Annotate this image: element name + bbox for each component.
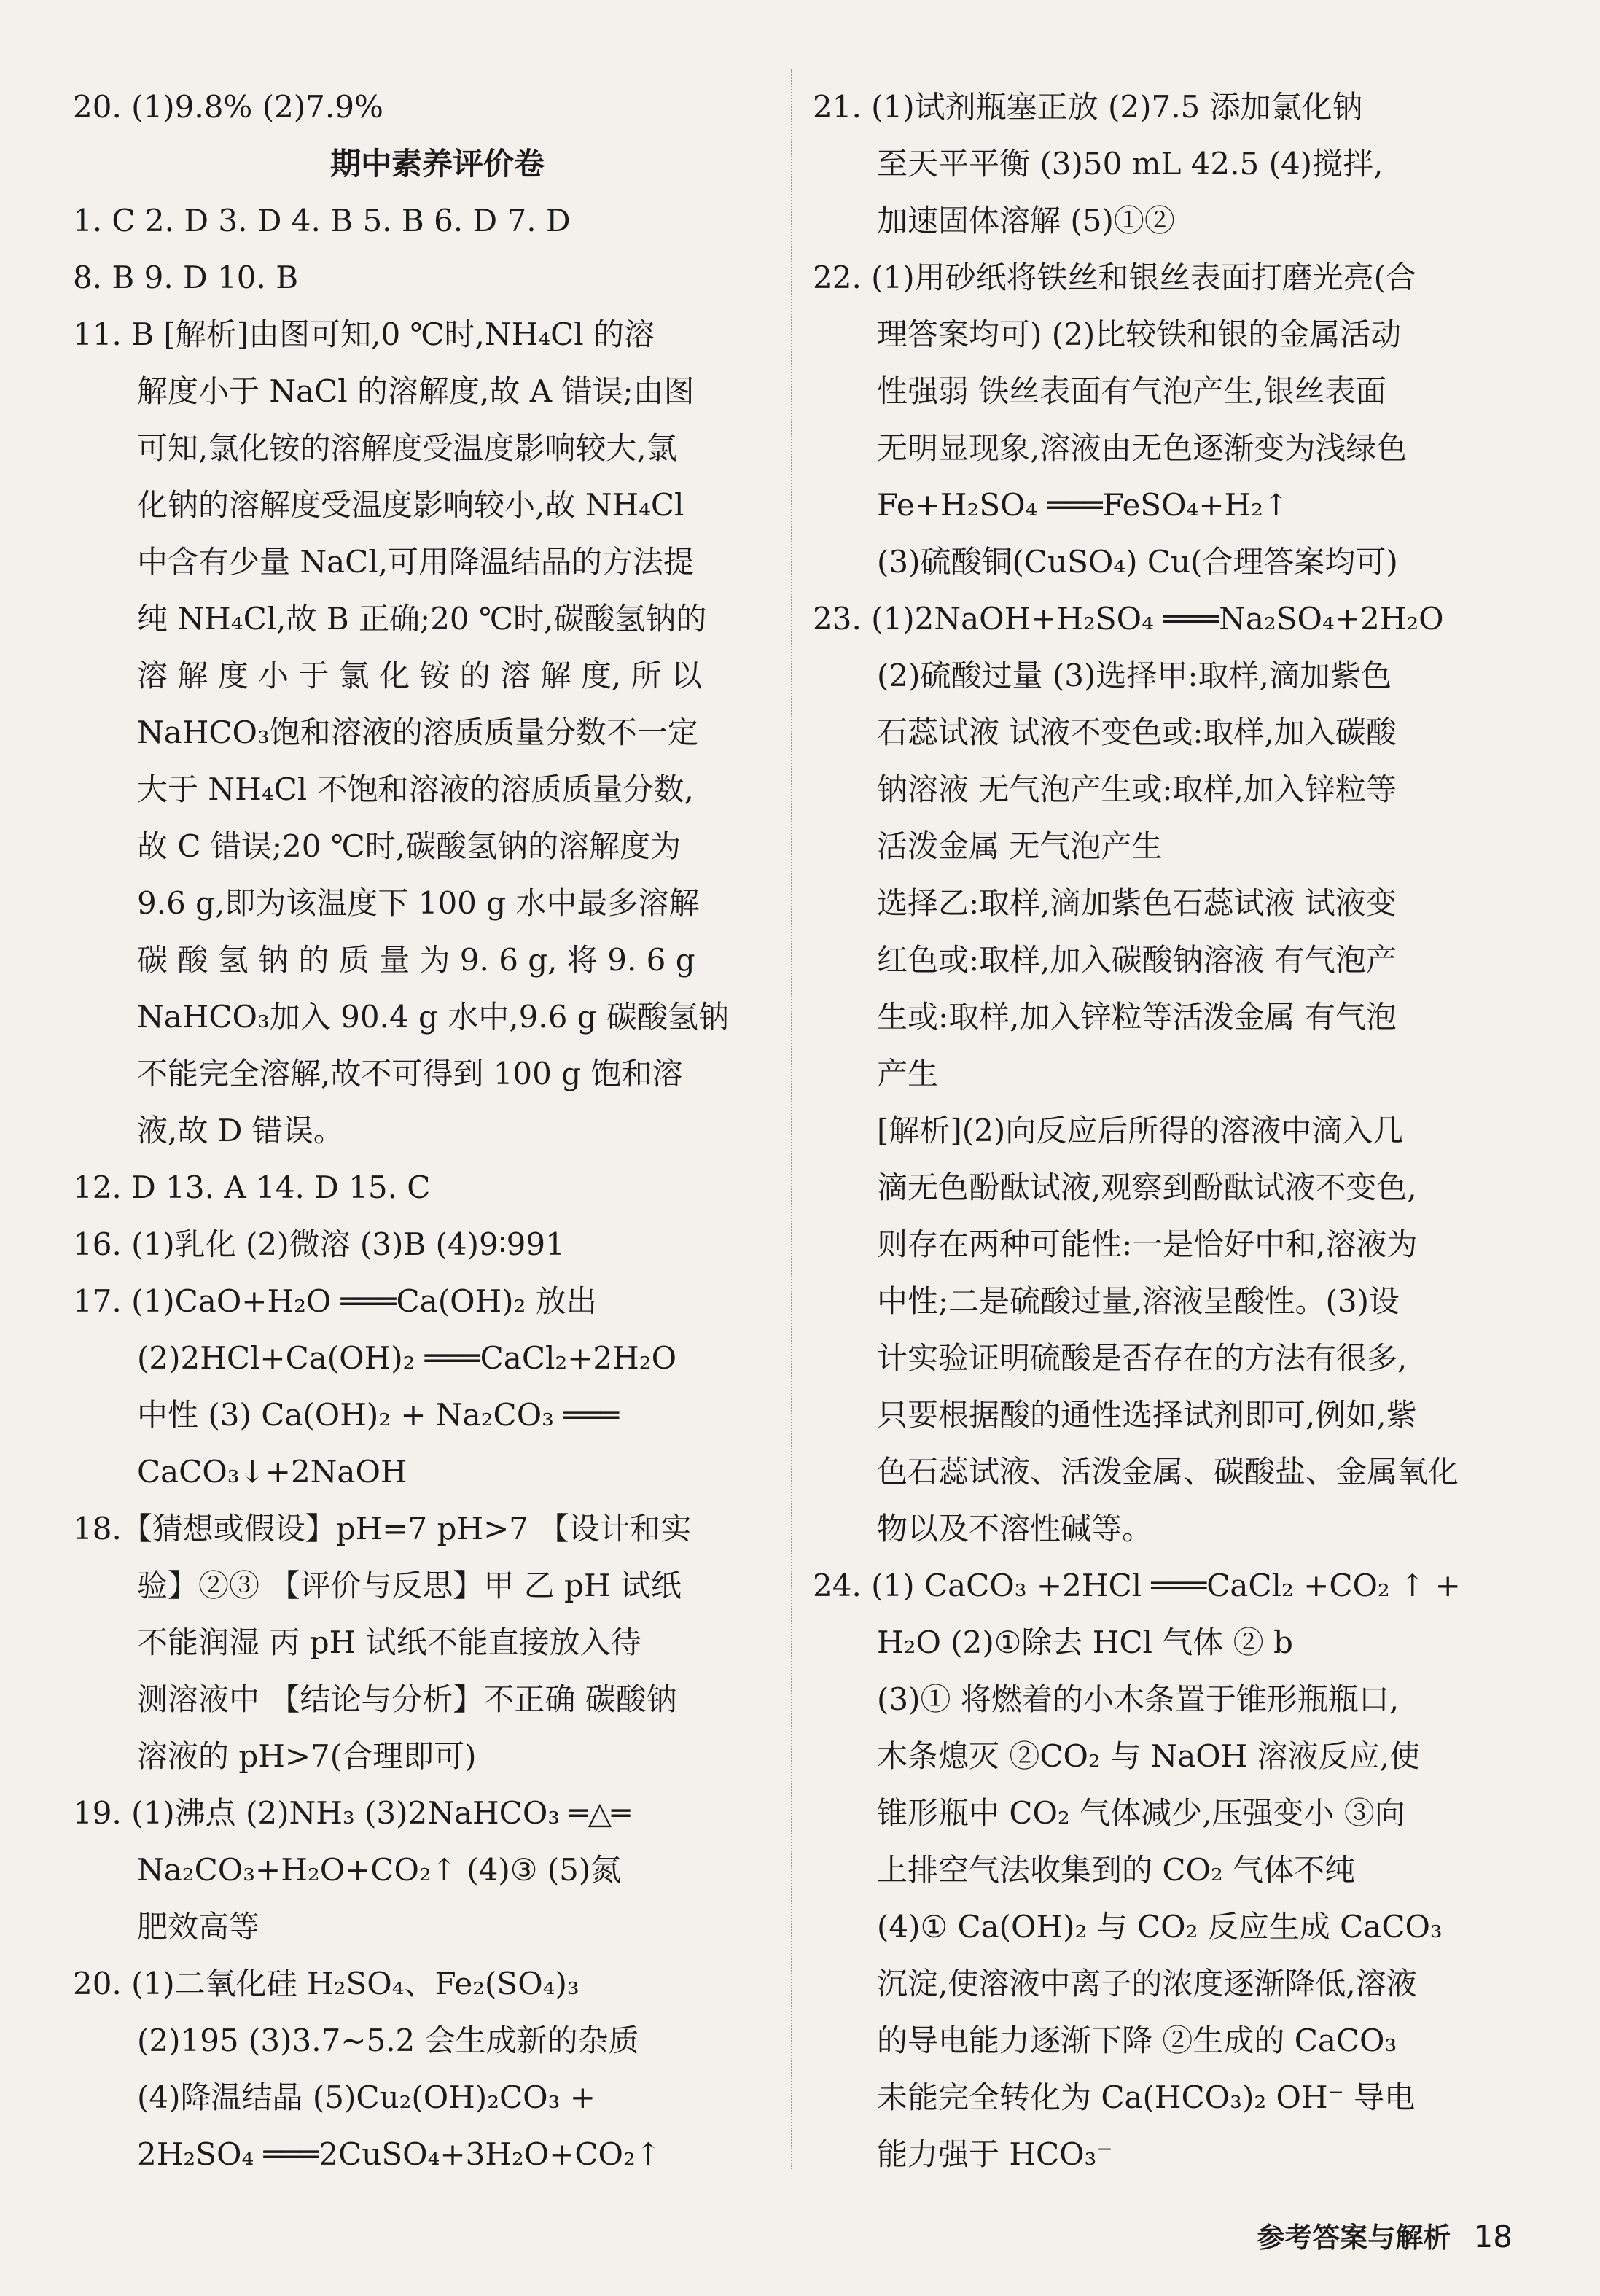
text-line: 石蕊试液 试液不变色或:取样,加入碳酸: [877, 715, 1397, 750]
text-line: 未能完全转化为 Ca(HCO₃)₂ OH⁻ 导电: [877, 2079, 1416, 2115]
text-line: 验】②③ 【评价与反思】甲 乙 pH 试纸: [137, 1568, 682, 1603]
text-line: 化钠的溶解度受温度影响较小,故 NH₄Cl: [137, 487, 684, 523]
text-line: (2)硫酸过量 (3)选择甲:取样,滴加紫色: [877, 658, 1392, 693]
footer-label: 参考答案与解析: [1257, 2222, 1451, 2254]
column-divider: [791, 69, 792, 2169]
text-line: 碳 酸 氢 钠 的 质 量 为 9. 6 g, 将 9. 6 g: [137, 942, 695, 978]
text-line: 产生: [877, 1056, 939, 1091]
text-line: 16. (1)乳化 (2)微溶 (3)B (4)9∶991: [73, 1226, 565, 1262]
text-line: 中性 (3) Ca(OH)₂ + Na₂CO₃ ═══: [137, 1397, 620, 1433]
text-line: 中含有少量 NaCl,可用降温结晶的方法提: [137, 544, 695, 580]
text-line: 性强弱 铁丝表面有气泡产生,银丝表面: [877, 373, 1386, 409]
text-line: [解析](2)向反应后所得的溶液中滴入几: [877, 1113, 1404, 1148]
text-line: 12. D 13. A 14. D 15. C: [73, 1170, 431, 1205]
text-line: 9.6 g,即为该温度下 100 g 水中最多溶解: [137, 885, 700, 921]
text-line: 期中素养评价卷: [329, 146, 545, 182]
text-line: (2)195 (3)3.7~5.2 会生成新的杂质: [137, 2023, 639, 2058]
text-line: 物以及不溶性碱等。: [877, 1511, 1153, 1546]
text-line: 19. (1)沸点 (2)NH₃ (3)2NaHCO₃ ═△═: [73, 1795, 631, 1831]
text-line: 加速固体溶解 (5)①②: [877, 203, 1175, 238]
page-number: 18: [1473, 2219, 1513, 2254]
text-line: (4)① Ca(OH)₂ 与 CO₂ 反应生成 CaCO₃: [877, 1909, 1443, 1945]
text-line: CaCO₃↓+2NaOH: [137, 1454, 407, 1490]
text-line: 17. (1)CaO+H₂O ═══Ca(OH)₂ 放出: [73, 1283, 597, 1319]
text-line: 钠溶液 无气泡产生或:取样,加入锌粒等: [877, 771, 1397, 807]
text-line: Na₂CO₃+H₂O+CO₂↑ (4)③ (5)氮: [137, 1852, 622, 1888]
text-line: 不能润湿 丙 pH 试纸不能直接放入待: [137, 1624, 641, 1660]
text-line: 22. (1)用砂纸将铁丝和银丝表面打磨光亮(合: [813, 260, 1417, 295]
text-line: 24. (1) CaCO₃ +2HCl ═══CaCl₂ +CO₂ ↑ +: [813, 1568, 1461, 1603]
text-line: 20. (1)二氧化硅 H₂SO₄、Fe₂(SO₄)₃: [73, 1966, 579, 2001]
text-line: 的导电能力逐渐下降 ②生成的 CaCO₃: [877, 2023, 1397, 2058]
text-line: 纯 NH₄Cl,故 B 正确;20 ℃时,碳酸氢钠的: [137, 601, 707, 637]
text-line: 解度小于 NaCl 的溶解度,故 A 错误;由图: [137, 373, 695, 409]
text-line: (3)硫酸铜(CuSO₄) Cu(合理答案均可): [877, 544, 1398, 580]
text-line: 20. (1)9.8% (2)7.9%: [73, 89, 383, 125]
text-line: 23. (1)2NaOH+H₂SO₄ ═══Na₂SO₄+2H₂O: [813, 601, 1444, 637]
text-line: 溶液的 pH>7(合理即可): [137, 1738, 477, 1774]
right-column: [813, 79, 1513, 2183]
page-footer: [1257, 2215, 1513, 2255]
text-line: 计实验证明硫酸是否存在的方法有很多,: [877, 1340, 1408, 1376]
text-line: 液,故 D 错误。: [137, 1113, 344, 1148]
text-line: 中性;二是硫酸过量,溶液呈酸性。(3)设: [877, 1283, 1400, 1319]
text-line: H₂O (2)①除去 HCl 气体 ② b: [877, 1624, 1293, 1660]
text-line: 故 C 错误;20 ℃时,碳酸氢钠的溶解度为: [137, 828, 682, 864]
text-line: 只要根据酸的通性选择试剂即可,例如,紫: [877, 1397, 1417, 1433]
text-line: (4)降温结晶 (5)Cu₂(OH)₂CO₃ +: [137, 2079, 596, 2115]
text-line: 理答案均可) (2)比较铁和银的金属活动: [877, 316, 1402, 352]
left-column: [73, 79, 773, 2183]
text-line: 可知,氯化铵的溶解度受温度影响较大,氯: [137, 430, 677, 466]
text-line: 不能完全溶解,故不可得到 100 g 饱和溶: [137, 1056, 683, 1091]
text-line: 1. C 2. D 3. D 4. B 5. B 6. D 7. D: [73, 203, 571, 238]
text-line: 能力强于 HCO₃⁻: [877, 2136, 1113, 2172]
text-line: 沉淀,使溶液中离子的浓度逐渐降低,溶液: [877, 1966, 1417, 2001]
text-line: NaHCO₃饱和溶液的溶质质量分数不一定: [137, 715, 698, 750]
text-line: 2H₂SO₄ ═══2CuSO₄+3H₂O+CO₂↑: [137, 2136, 661, 2172]
text-line: 红色或:取样,加入碳酸钠溶液 有气泡产: [877, 942, 1397, 978]
text-line: 色石蕊试液、活泼金属、碳酸盐、金属氧化: [877, 1454, 1459, 1490]
text-line: 21. (1)试剂瓶塞正放 (2)7.5 添加氯化钠: [813, 89, 1363, 125]
text-line: 上排空气法收集到的 CO₂ 气体不纯: [877, 1852, 1356, 1888]
text-line: 选择乙:取样,滴加紫色石蕊试液 试液变: [877, 885, 1397, 921]
text-line: 肥效高等: [137, 1909, 260, 1945]
text-line: 无明显现象,溶液由无色逐渐变为浅绿色: [877, 430, 1408, 466]
text-line: 11. B [解析]由图可知,0 ℃时,NH₄Cl 的溶: [73, 316, 655, 352]
text-line: (2)2HCl+Ca(OH)₂ ═══CaCl₂+2H₂O: [137, 1340, 677, 1376]
text-line: (3)① 将燃着的小木条置于锥形瓶瓶口,: [877, 1681, 1400, 1717]
text-line: NaHCO₃加入 90.4 g 水中,9.6 g 碳酸氢钠: [137, 999, 730, 1035]
text-line: 生或:取样,加入锌粒等活泼金属 有气泡: [877, 999, 1397, 1035]
text-line: 溶 解 度 小 于 氯 化 铵 的 溶 解 度, 所 以: [137, 658, 702, 693]
text-line: 活泼金属 无气泡产生: [877, 828, 1163, 864]
text-line: 木条熄灭 ②CO₂ 与 NaOH 溶液反应,使: [877, 1738, 1421, 1774]
text-line: 锥形瓶中 CO₂ 气体减少,压强变小 ③向: [877, 1795, 1405, 1831]
text-line: 8. B 9. D 10. B: [73, 260, 299, 295]
text-line: 至天平平衡 (3)50 mL 42.5 (4)搅拌,: [877, 146, 1384, 182]
text-line: 18.【猜想或假设】pH=7 pH>7 【设计和实: [73, 1511, 692, 1546]
text-line: 测溶液中 【结论与分析】不正确 碳酸钠: [137, 1681, 677, 1717]
text-line: 大于 NH₄Cl 不饱和溶液的溶质质量分数,: [137, 771, 694, 807]
text-line: 则存在两种可能性:一是恰好中和,溶液为: [877, 1226, 1418, 1262]
text-line: 滴无色酚酞试液,观察到酚酞试液不变色,: [877, 1170, 1417, 1205]
text-line: Fe+H₂SO₄ ═══FeSO₄+H₂↑: [877, 487, 1289, 523]
